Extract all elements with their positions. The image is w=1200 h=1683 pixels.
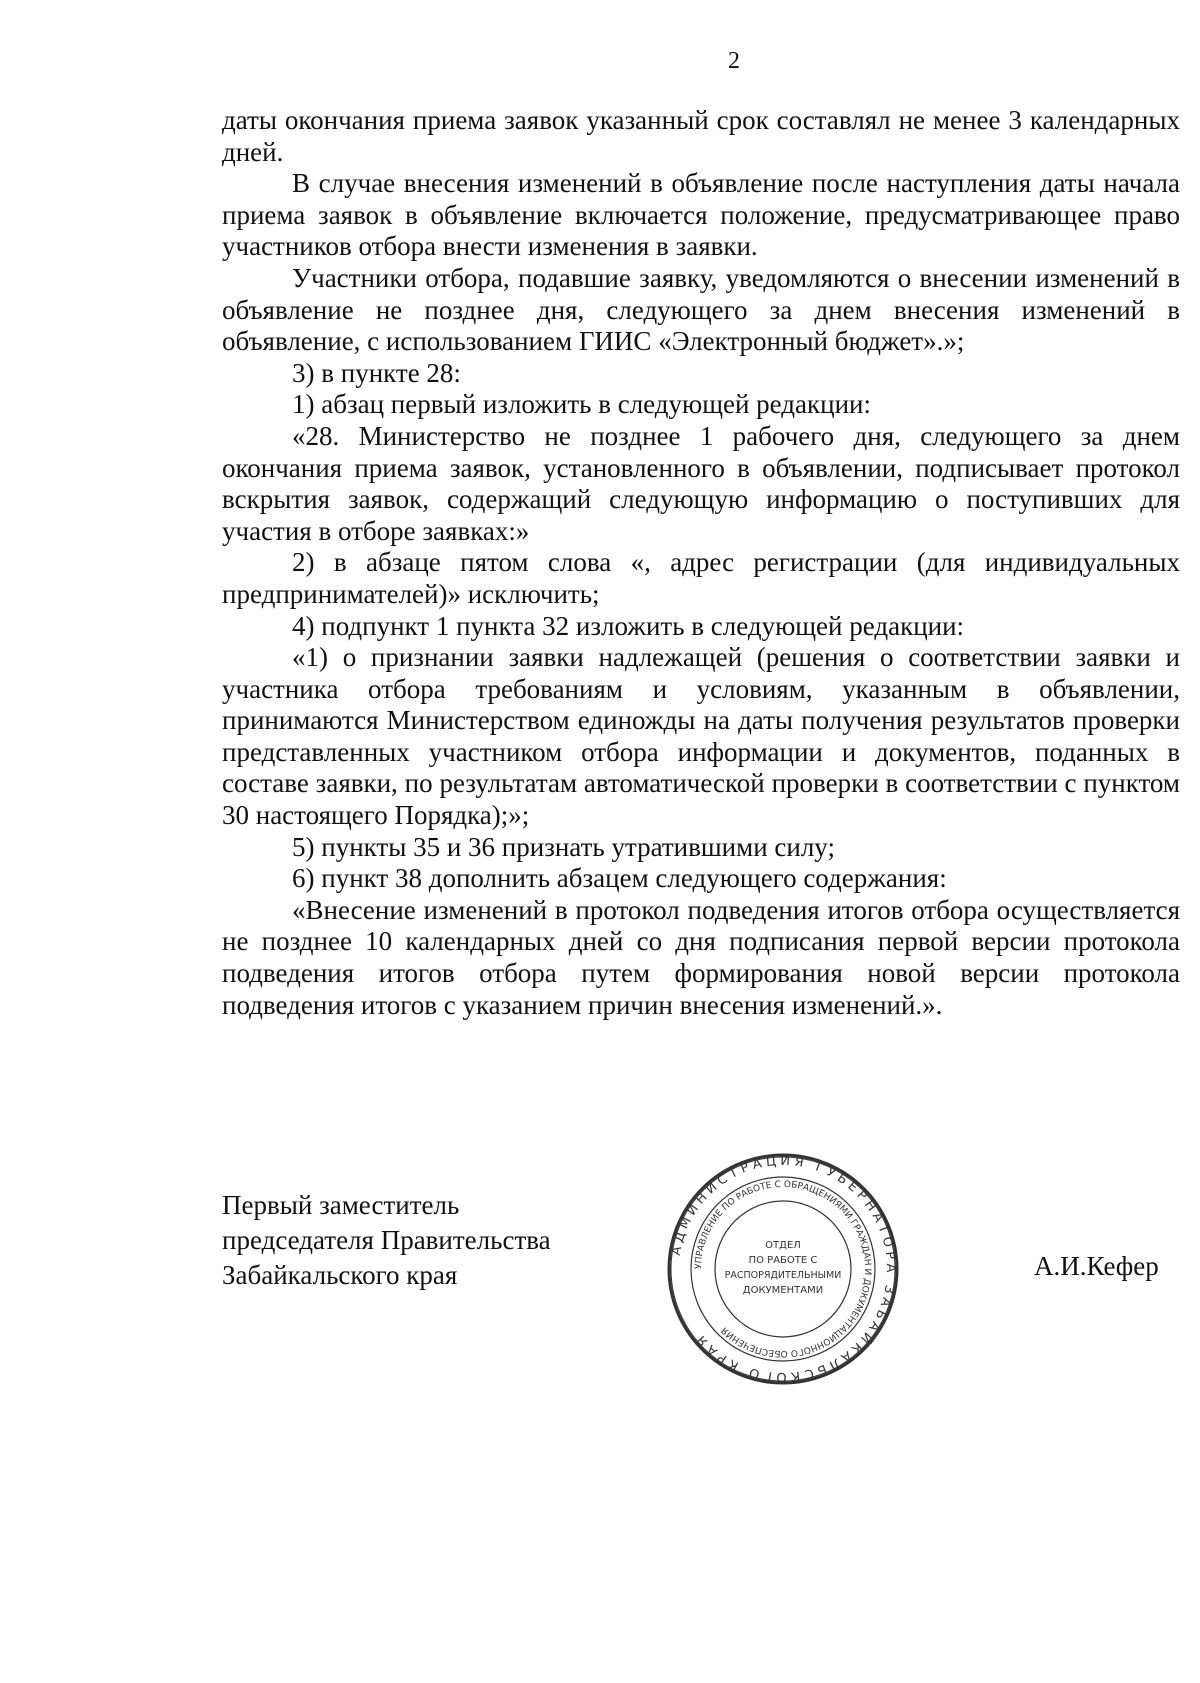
paragraph: «Внесение изменений в протокол подведения итогов отбора осуществляется не позднее 10 календарных дней со дня подписания первой версии протокола подведения итогов отбора путем формирования новой версии протокола подведения итогов с указанием причин внесения изменений.». (222, 894, 1180, 1020)
signatory-title-line: председателя Правительства (222, 1225, 551, 1255)
paragraph: 1) абзац первый изложить в следующей редакции: (292, 389, 871, 420)
signatory-title-line: Первый заместитель (222, 1190, 460, 1220)
stamp-center-line: ПО РАБОТЕ С (748, 1255, 818, 1266)
official-stamp (666, 1152, 900, 1386)
stamp-center-line: ОТДЕЛ (765, 1240, 801, 1251)
document-body (222, 105, 1180, 1021)
stamp-center-line: ДОКУМЕНТАМИ (742, 1285, 824, 1296)
paragraph: Участники отбора, подавшие заявку, уведомляются о внесении изменений в объявление не позднее дня, следующего за днем внесения изменений в объявление, с использованием ГИИС «Электронный бюджет».»; (222, 262, 1180, 357)
paragraph: «1) о признании заявки надлежащей (решения о соответствии заявки и участника отбора требованиям и условиям, указанным в объявлении, принимаются Министерством единожды на даты получения результатов проверки представленных участником отбора информации и документов, поданных в составе заявки, по результатам автоматической проверки в соответствии с пунктом 30 настоящего Порядка);»; (222, 642, 1180, 831)
paragraph: «28. Министерство не позднее 1 рабочего дня, следующего за днем окончания приема заявок, установленного в объявлении, подписывает протокол вскрытия заявок, содержащий следующую информацию о поступивших для участия в отборе заявках:» (222, 420, 1180, 546)
paragraph: даты окончания приема заявок указанный срок составлял не менее 3 календарных дней. (222, 105, 1180, 167)
paragraph: 5) пункты 35 и 36 признать утратившими силу; (292, 831, 835, 862)
stamp-center-line: РАСПОРЯДИТЕЛЬНЫМИ (724, 1270, 842, 1281)
paragraph: В случае внесения изменений в объявление после наступления даты начала приема заявок в объявление включается положение, предусматривающее право участников отбора внести изменения в заявки. (222, 168, 1180, 262)
paragraph: 3) в пункте 28: (292, 357, 461, 388)
signatory-title (222, 1188, 551, 1293)
stamp-outer-text: АДМИНИСТРАЦИЯ ГУБЕРНАТОРА ЗАБАЙКАЛЬСКОГО КРАЯ (668, 1153, 899, 1385)
paragraph: 4) подпункт 1 пункта 32 изложить в следующей редакции: (292, 610, 965, 641)
paragraph: 6) пункт 38 дополнить абзацем следующего содержания: (292, 863, 947, 894)
paragraph: 2) в абзаце пятом слова «, адрес регистрации (для индивидуальных предпринимателей)» исключить; (222, 547, 1180, 609)
stamp-middle-text: УПРАВЛЕНИЕ ПО РАБОТЕ С ОБРАЩЕНИЯМИ ГРАЖДАН И ДОКУМЕНТАЦИОННОГО ОБЕСПЕЧЕНИЯ (693, 1179, 873, 1359)
signatory-title-line: Забайкальского края (222, 1260, 458, 1290)
signatory-name: А.И.Кефер (1034, 1251, 1159, 1281)
page-number: 2 (728, 48, 740, 74)
